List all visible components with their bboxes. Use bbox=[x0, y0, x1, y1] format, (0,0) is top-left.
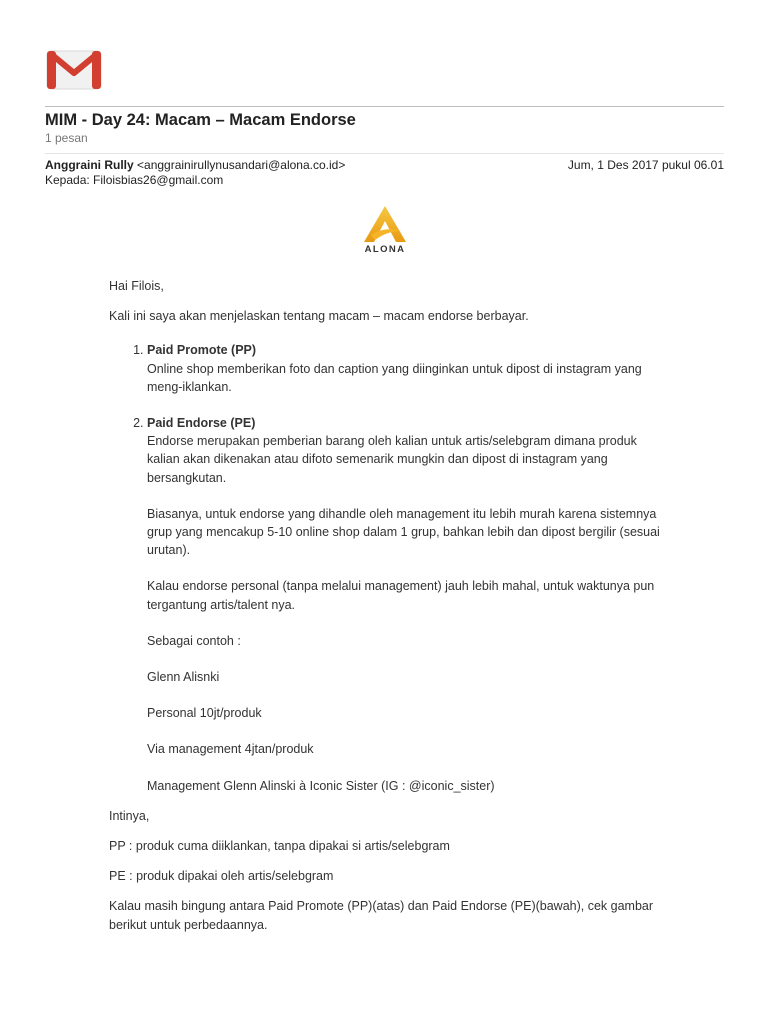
list-item bbox=[147, 414, 669, 795]
intro-paragraph: Kali ini saya akan menjelaskan tentang macam – macam endorse berbayar. bbox=[109, 309, 529, 324]
item-paragraph: Kalau endorse personal (tanpa melalui management) jauh lebih mahal, untuk waktunya pun tergantung artis/talent nya. bbox=[147, 579, 655, 612]
brand-logo bbox=[358, 204, 412, 260]
greeting: Hai Filois, bbox=[109, 279, 164, 293]
email-date: Jum, 1 Des 2017 pukul 06.01 bbox=[567, 158, 724, 172]
outro-paragraph: Intinya, bbox=[109, 808, 150, 823]
sender-name: Anggraini Rully bbox=[45, 158, 134, 172]
email-body bbox=[109, 277, 669, 946]
item-paragraph: Management Glenn Alinski à Iconic Sister (IG : @iconic_sister) bbox=[147, 778, 495, 793]
item-description: Online shop memberikan foto dan caption yang diinginkan untuk dipost di instagram yang meng-iklankan. bbox=[147, 361, 642, 394]
recipient-line: Kepada: Filoisbias26@gmail.com bbox=[45, 173, 224, 187]
list-item bbox=[147, 341, 669, 396]
email-subject: MIM - Day 24: Macam – Macam Endorse bbox=[45, 111, 356, 129]
outro-section bbox=[109, 807, 669, 934]
item-paragraph: Personal 10jt/produk bbox=[147, 706, 262, 721]
item-description: Endorse merupakan pemberian barang oleh kalian untuk artis/selebgram dimana produk kalian akan dikenakan atau difoto semenarik mungkin dan dipost di instagram yang bersangkutan. bbox=[147, 434, 637, 485]
item-title: 2. Paid Endorse (PE) bbox=[147, 416, 256, 431]
subheader-divider bbox=[45, 153, 724, 154]
item-paragraph: Biasanya, untuk endorse yang dihandle oleh management itu lebih murah karena sistemnya grup yang mencakup 5-10 online shop dalam 1 grup, bahkan lebih dan dipost bergilir (sesuai urutan). bbox=[147, 506, 660, 558]
alona-logo-icon bbox=[361, 204, 409, 244]
item-paragraph: Sebagai contoh : bbox=[147, 633, 241, 648]
message-count: 1 pesan bbox=[45, 131, 88, 145]
header-divider bbox=[45, 106, 724, 107]
outro-paragraph: PE : produk dipakai oleh artis/selebgram bbox=[109, 869, 334, 884]
sender-line bbox=[45, 158, 345, 172]
gmail-logo-icon bbox=[46, 50, 102, 90]
sender-email[interactable]: <anggrainirullynusandari@alona.co.id> bbox=[137, 158, 346, 172]
brand-name: ALONA bbox=[364, 244, 406, 255]
endorse-list bbox=[109, 341, 669, 794]
item-paragraph: Glenn Alisnki bbox=[147, 670, 220, 685]
item-paragraph: Via management 4jtan/produk bbox=[147, 742, 314, 757]
outro-paragraph: PP : produk cuma diiklankan, tanpa dipakai si artis/selebgram bbox=[109, 839, 450, 854]
outro-paragraph: Kalau masih bingung antara Paid Promote (PP)(atas) dan Paid Endorse (PE)(bawah), cek gambar berikut untuk perbedaannya. bbox=[109, 899, 654, 932]
item-title: 1. Paid Promote (PP) bbox=[147, 343, 257, 358]
